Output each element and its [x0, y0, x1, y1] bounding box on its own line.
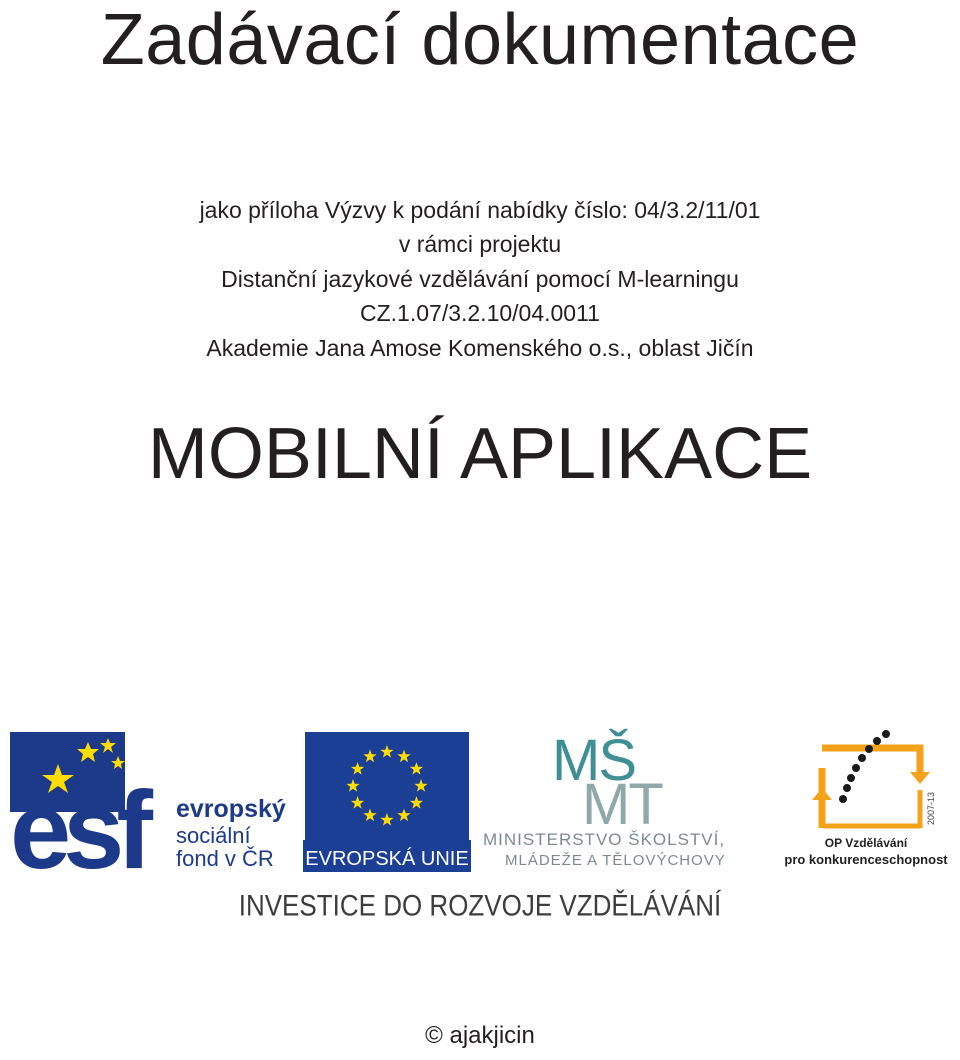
- op-side-text: 2007-13: [926, 791, 936, 825]
- op-text-line-2: pro konkurenceschopnost: [784, 852, 948, 867]
- subtitle-line-3: Distanční jazykové vzdělávání pomocí M-learningu: [221, 266, 739, 292]
- esf-letters: esf: [10, 769, 145, 872]
- tagline: INVESTICE DO ROZVOJE VZDĚLÁVÁNÍ: [238, 887, 722, 923]
- subtitle-line-1: jako příloha Výzvy k podání nabídky číslo: 04/3.2/11/01: [199, 197, 761, 223]
- op-arrow-up-icon: [812, 788, 832, 800]
- op-dots: [839, 730, 890, 803]
- copyright-text: © ajakjicin: [425, 1022, 535, 1049]
- esf-text-line-3: fond v ČR: [176, 846, 274, 871]
- esf-text-line-2: sociální: [176, 823, 251, 848]
- msmt-letters-bottom: MT: [582, 772, 662, 837]
- op-arrow-down-icon: [910, 772, 930, 784]
- op-text-line-1: OP Vzdělávání: [824, 836, 908, 850]
- msmt-text-line-2: MLÁDEŽE A TĚLOVÝCHOVY: [505, 852, 726, 869]
- esf-text-line-1: evropský: [176, 795, 286, 823]
- op-logo: [770, 730, 958, 875]
- msmt-letters-top: MŠ: [552, 728, 635, 793]
- subtitle-line-5: Akademie Jana Amose Komenského o.s., oblast Jičín: [206, 335, 754, 361]
- subtitle-line-2: v rámci projektu: [398, 231, 562, 257]
- msmt-text-line-1: MINISTERSTVO ŠKOLSTVÍ,: [483, 830, 726, 849]
- document-title: Zadávací dokumentace: [100, 0, 860, 80]
- main-heading: MOBILNÍ APLIKACE: [147, 414, 813, 494]
- eu-logo: [303, 732, 471, 872]
- esf-logo: [10, 732, 300, 872]
- eu-caption: EVROPSKÁ UNIE: [305, 848, 469, 870]
- subtitle-line-4: CZ.1.07/3.2.10/04.0011: [360, 300, 600, 326]
- msmt-logo: [480, 728, 765, 873]
